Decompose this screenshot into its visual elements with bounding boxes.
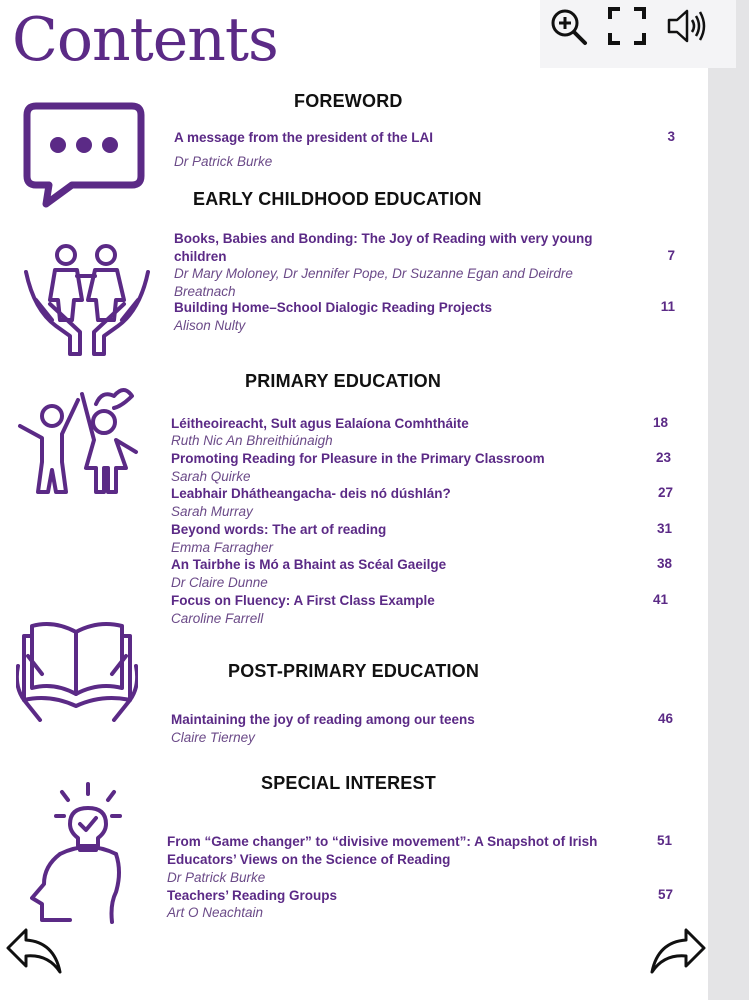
entry-title-link-continued[interactable]: children: [174, 249, 227, 264]
zoom-in-icon[interactable]: [548, 6, 588, 46]
entry-author: Claire Tierney: [171, 730, 255, 745]
entry-author: Ruth Nic An Bhreithiúnaigh: [171, 433, 333, 448]
section-heading-special-interest: SPECIAL INTEREST: [261, 773, 436, 793]
page-number[interactable]: 57: [657, 887, 673, 902]
entry-author-continued: Breatnach: [174, 284, 236, 299]
speaker-icon[interactable]: [666, 6, 706, 46]
page-number[interactable]: 46: [657, 711, 673, 726]
back-arrow-icon[interactable]: [4, 924, 64, 976]
page-number[interactable]: 11: [660, 299, 675, 314]
section-heading-post-primary: POST-PRIMARY EDUCATION: [228, 661, 480, 681]
entry-author: Emma Farragher: [171, 540, 274, 555]
entry-title-link[interactable]: Promoting Reading for Pleasure in the Primary Classroom: [171, 451, 545, 466]
entry-title-link[interactable]: Focus on Fluency: A First Class Example: [171, 593, 435, 608]
page-number[interactable]: 23: [655, 450, 671, 465]
forward-arrow-icon[interactable]: [648, 924, 708, 976]
family-hands-icon: [22, 240, 152, 358]
page-number[interactable]: 31: [656, 521, 672, 536]
section-heading-primary: PRIMARY EDUCATION: [245, 371, 442, 391]
entry-author: Sarah Murray: [171, 504, 253, 519]
page-number[interactable]: 3: [667, 129, 675, 144]
page-number[interactable]: 38: [656, 556, 672, 571]
entry-author: Dr Patrick Burke: [167, 870, 266, 885]
entry-title-link[interactable]: Teachers’ Reading Groups: [167, 888, 338, 903]
entry-author: Caroline Farrell: [171, 611, 264, 626]
page-number[interactable]: 18: [652, 415, 668, 430]
entry-author: Art O Neachtain: [167, 905, 264, 920]
entry-title-link[interactable]: From “Game changer” to “divisive movement”: A Snapshot of Irish: [167, 834, 598, 849]
entry-title-link[interactable]: Maintaining the joy of reading among our teens: [171, 712, 475, 727]
entry-title-link[interactable]: Books, Babies and Bonding: The Joy of Reading with very young: [174, 231, 593, 246]
entry-title-link[interactable]: Beyond words: The art of reading: [171, 522, 387, 537]
head-lightbulb-icon: [30, 780, 126, 924]
page-number[interactable]: 7: [667, 248, 675, 263]
fullscreen-icon[interactable]: [607, 6, 647, 46]
page-number[interactable]: 51: [656, 833, 672, 848]
section-heading-early-childhood: EARLY CHILDHOOD EDUCATION: [193, 189, 482, 209]
entry-title-link[interactable]: Léitheoireacht, Sult agus Ealaíona Comhtháite: [171, 416, 469, 431]
page-number[interactable]: 27: [657, 485, 673, 500]
entry-author: Alison Nulty: [174, 318, 246, 333]
children-high-five-icon: [16, 382, 141, 497]
section-heading-foreword: FOREWORD: [294, 91, 403, 111]
speech-bubble-icon: [22, 100, 147, 210]
page-number[interactable]: 41: [652, 592, 668, 607]
entry-author: Dr Patrick Burke: [174, 154, 273, 169]
entry-title-link[interactable]: A message from the president of the LAI: [174, 130, 434, 145]
entry-author: Dr Claire Dunne: [171, 575, 268, 590]
entry-title-link[interactable]: Building Home–School Dialogic Reading Projects: [174, 300, 493, 315]
entry-title-link-continued[interactable]: Educators’ Views on the Science of Reading: [167, 852, 451, 867]
entry-title-link[interactable]: Leabhair Dhátheangacha- deis nó dúshlán?: [171, 486, 451, 501]
page-title: Contents: [12, 5, 278, 75]
entry-author: Dr Mary Moloney, Dr Jennifer Pope, Dr Suzanne Egan and Deirdre: [174, 266, 573, 281]
entry-author: Sarah Quirke: [171, 469, 251, 484]
open-book-icon: [16, 616, 138, 722]
entry-title-link[interactable]: An Tairbhe is Mó a Bhaint as Scéal Gaeilge: [171, 557, 447, 572]
